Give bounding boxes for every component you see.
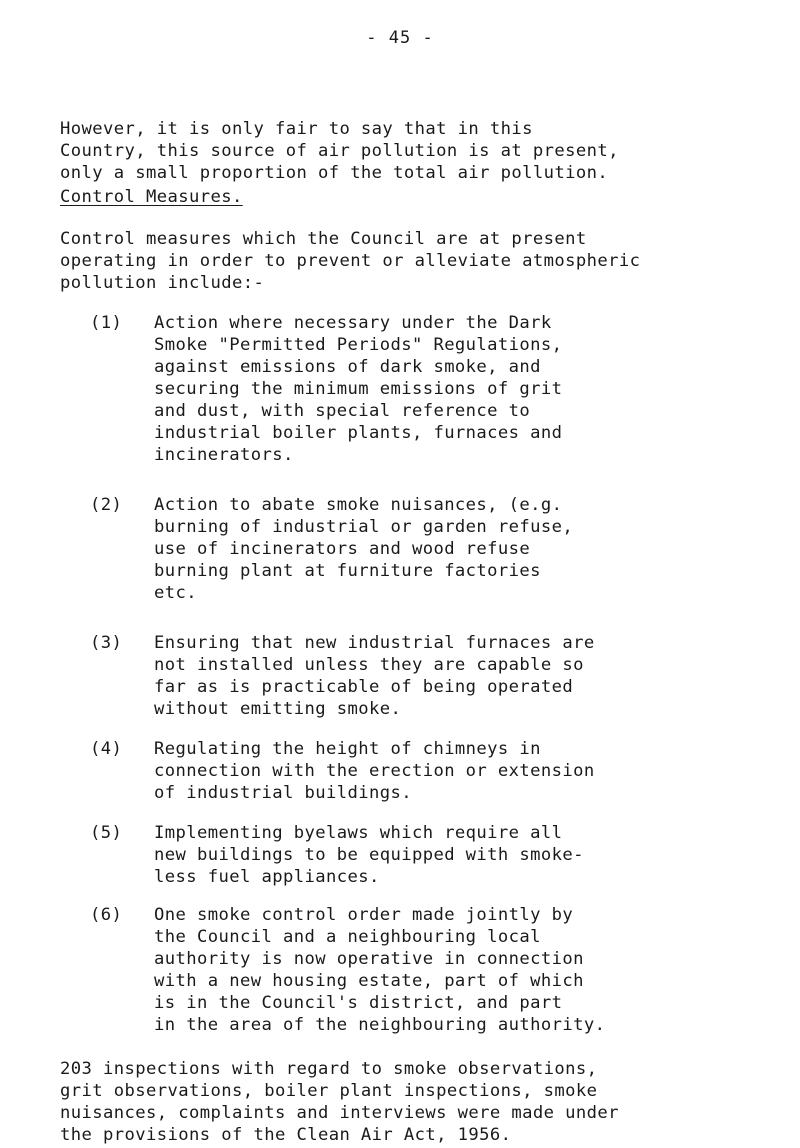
list-item-text: Implementing byelaws which require all new buildings to be equipped with smoke- less fuel appliances. <box>154 823 584 887</box>
list-item-number: (2) <box>90 495 123 515</box>
list-item-number: (1) <box>90 313 123 333</box>
list-item-number: (5) <box>90 823 123 843</box>
list-item-text: Ensuring that new industrial furnaces are not installed unless they are capable so far as is practicable of being operated without emitting smoke. <box>154 633 595 719</box>
list-item-text: Action where necessary under the Dark Smoke "Permitted Periods" Regulations, against emissions of dark smoke, and securing the minimum emissions of grit and dust, with special reference to industrial boiler plants, furnaces and incinerators. <box>154 313 563 465</box>
intro-paragraph: However, it is only fair to say that in this Country, this source of air pollution is at present, only a small proportion of the total air pollution. <box>60 119 619 183</box>
list-item-number: (3) <box>90 633 123 653</box>
section-heading: Control Measures. <box>60 187 243 207</box>
section-intro-paragraph: Control measures which the Council are at present operating in order to prevent or alleviate atmospheric pollution include:- <box>60 229 641 293</box>
list-item-number: (4) <box>90 739 123 759</box>
list-item-text: Action to abate smoke nuisances, (e.g. burning of industrial or garden refuse, use of incinerators and wood refuse burning plant at furniture factories etc. <box>154 495 574 603</box>
list-item-text: Regulating the height of chimneys in connection with the erection or extension of industrial buildings. <box>154 739 595 803</box>
page-number: - 45 - <box>366 28 434 48</box>
closing-paragraph: 203 inspections with regard to smoke observations, grit observations, boiler plant inspections, smoke nuisances, complaints and interviews were made under the provisions of the Clean Air Act, 1956. <box>60 1059 619 1145</box>
list-item-number: (6) <box>90 905 123 925</box>
list-item-text: One smoke control order made jointly by the Council and a neighbouring local authority is now operative in connection with a new housing estate, part of which is in the Council's district, and part in the area of the neighbouring authority. <box>154 905 606 1035</box>
